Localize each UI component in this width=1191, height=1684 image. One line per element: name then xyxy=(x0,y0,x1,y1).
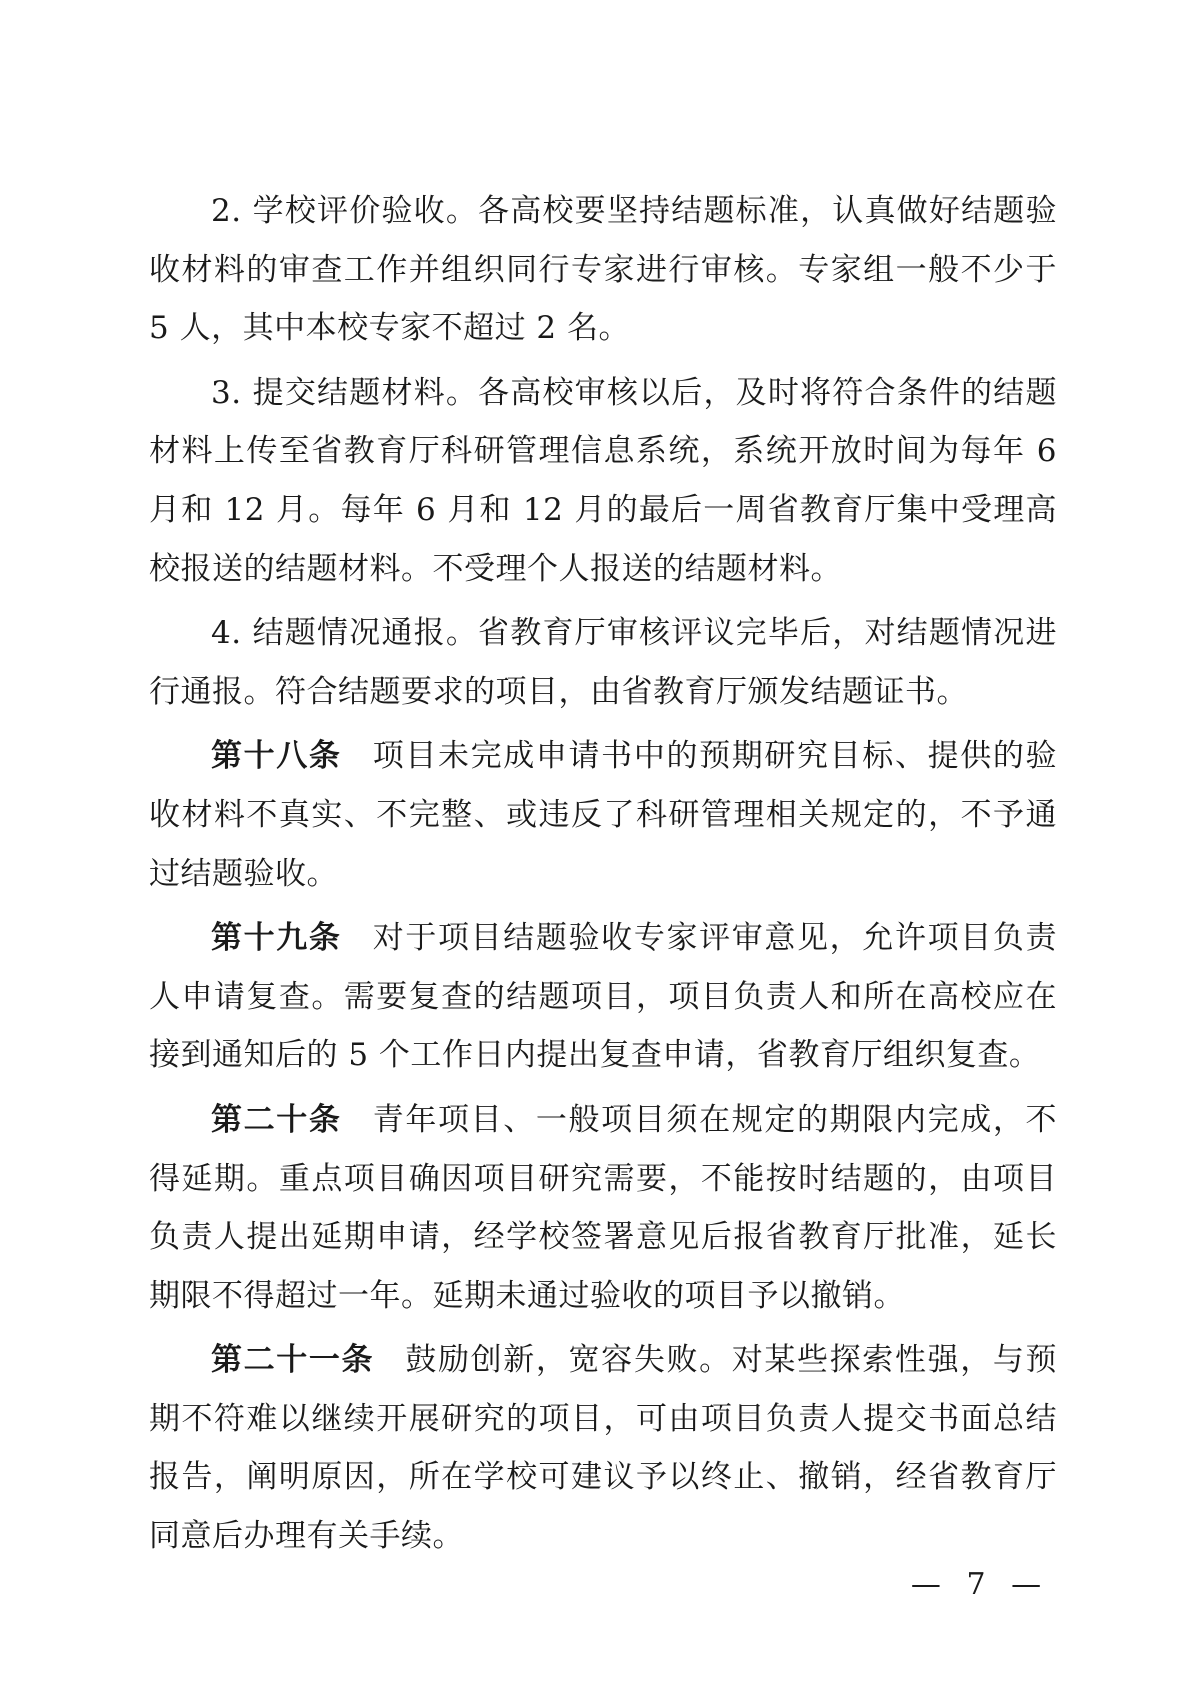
paragraph-submit-materials: 3. 提交结题材料。各高校审核以后，及时将符合条件的结题材料上传至省教育厅科研管理信息系统，系统开放时间为每年 6 月和 12 月。每年 6 月和 12 月的最后一周省教育厅集中受理高校报送的结题材料。不受理个人报送的结题材料。 xyxy=(149,374,1057,587)
article-21 xyxy=(149,1331,1057,1565)
page-number: — 7 — xyxy=(910,1567,1050,1602)
paragraph-school-evaluation: 2. 学校评价验收。各高校要坚持结题标准，认真做好结题验收材料的审查工作并组织同行专家进行审核。专家组一般不少于 5 人，其中本校专家不超过 2 名。 xyxy=(149,193,1057,347)
article-19-heading: 第十九条 xyxy=(211,920,342,957)
article-21-text: 鼓励创新，宽容失败。对某些探索性强，与预期不符难以继续开展研究的项目，可由项目负责人提交书面总结报告，阐明原因，所在学校可建议予以终止、撤销，经省教育厅同意后办理有关手续。 xyxy=(149,1342,1058,1555)
paragraph-result-notice: 4. 结题情况通报。省教育厅审核评议完毕后，对结题情况进行通报。符合结题要求的项目，由省教育厅颁发结题证书。 xyxy=(149,615,1057,710)
article-21-heading: 第二十一条 xyxy=(211,1342,375,1379)
article-20 xyxy=(149,1091,1057,1325)
document-body xyxy=(149,182,1057,1566)
article-20-heading: 第二十条 xyxy=(211,1101,342,1138)
article-19-text: 对于项目结题验收专家评审意见，允许项目负责人申请复查。需要复查的结题项目，项目负责人和所在高校应在接到通知后的 5 个工作日内提出复查申请，省教育厅组织复查。 xyxy=(149,920,1058,1074)
article-18-heading: 第十八条 xyxy=(211,738,342,775)
article-18 xyxy=(149,727,1057,903)
article-18-text: 项目未完成申请书中的预期研究目标、提供的验收材料不真实、不完整、或违反了科研管理相关规定的，不予通过结题验收。 xyxy=(149,738,1058,892)
article-20-text: 青年项目、一般项目须在规定的期限内完成，不得延期。重点项目确因项目研究需要，不能按时结题的，由项目负责人提出延期申请，经学校签署意见后报省教育厅批准，延长期限不得超过一年。延期未通过验收的项目予以撤销。 xyxy=(149,1101,1058,1314)
article-19 xyxy=(149,909,1057,1085)
